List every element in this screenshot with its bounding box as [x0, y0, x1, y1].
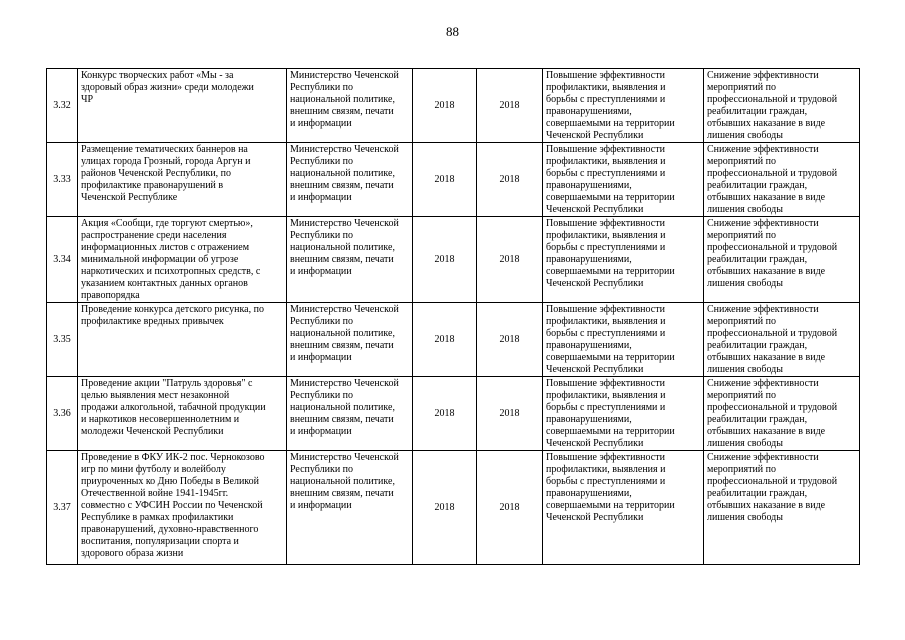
non-implementation-consequence: Снижение эффективности мероприятий по профессиональной и трудовой реабилитации граждан, отбывших наказание в виде лишения свободы — [704, 303, 860, 377]
end-year: 2018 — [477, 303, 543, 377]
expected-result: Повышение эффективности профилактики, выявления и борьбы с преступлениями и правонарушениями, совершаемыми на территории Чеченской Республики — [543, 217, 704, 303]
start-year: 2018 — [413, 143, 477, 217]
event-name: Проведение акции "Патруль здоровья" с целью выявления мест незаконной продажи алкогольной, табачной продукции и наркотиков несовершеннолетним и молодежи Чеченской Республики — [78, 377, 287, 451]
event-name: Акция «Сообщи, где торгуют смертью», распространение среди населения информационных листов с отражением минимальной информации об угрозе наркотических и психотропных средств, с указанием контактных данных органов правопорядка — [78, 217, 287, 303]
executor: Министерство Чеченской Республики по национальной политике, внешним связям, печати и информации — [287, 143, 413, 217]
end-year: 2018 — [477, 69, 543, 143]
start-year: 2018 — [413, 377, 477, 451]
end-year: 2018 — [477, 377, 543, 451]
non-implementation-consequence: Снижение эффективности мероприятий по профессиональной и трудовой реабилитации граждан, отбывших наказание в виде лишения свободы — [704, 451, 860, 565]
event-name: Проведение конкурса детского рисунка, по профилактике вредных привычек — [78, 303, 287, 377]
non-implementation-consequence: Снижение эффективности мероприятий по профессиональной и трудовой реабилитации граждан, отбывших наказание в виде лишения свободы — [704, 69, 860, 143]
executor: Министерство Чеченской Республики по национальной политике, внешним связям, печати и информации — [287, 303, 413, 377]
executor: Министерство Чеченской Республики по национальной политике, внешним связям, печати и информации — [287, 451, 413, 565]
expected-result: Повышение эффективности профилактики, выявления и борьбы с преступлениями и правонарушениями, совершаемыми на территории Чеченской Республики — [543, 303, 704, 377]
start-year: 2018 — [413, 217, 477, 303]
executor: Министерство Чеченской Республики по национальной политике, внешним связям, печати и информации — [287, 69, 413, 143]
non-implementation-consequence: Снижение эффективности мероприятий по профессиональной и трудовой реабилитации граждан, отбывших наказание в виде лишения свободы — [704, 377, 860, 451]
row-number: 3.33 — [47, 143, 78, 217]
non-implementation-consequence: Снижение эффективности мероприятий по профессиональной и трудовой реабилитации граждан, отбывших наказание в виде лишения свободы — [704, 217, 860, 303]
start-year: 2018 — [413, 69, 477, 143]
row-number: 3.35 — [47, 303, 78, 377]
row-number: 3.32 — [47, 69, 78, 143]
executor: Министерство Чеченской Республики по национальной политике, внешним связям, печати и информации — [287, 217, 413, 303]
executor: Министерство Чеченской Республики по национальной политике, внешним связям, печати и информации — [287, 377, 413, 451]
end-year: 2018 — [477, 143, 543, 217]
non-implementation-consequence: Снижение эффективности мероприятий по профессиональной и трудовой реабилитации граждан, отбывших наказание в виде лишения свободы — [704, 143, 860, 217]
start-year: 2018 — [413, 303, 477, 377]
row-number: 3.34 — [47, 217, 78, 303]
event-name: Размещение тематических баннеров на улицах города Грозный, города Аргун и районов Чеченской Республики, по профилактике правонарушений в Чеченской Республике — [78, 143, 287, 217]
row-number: 3.37 — [47, 451, 78, 565]
table-row — [47, 451, 860, 565]
expected-result: Повышение эффективности профилактики, выявления и борьбы с преступлениями и правонарушениями, совершаемыми на территории Чеченской Республики — [543, 143, 704, 217]
expected-result: Повышение эффективности профилактики, выявления и борьбы с преступлениями и правонарушениями, совершаемыми на территории Чеченской Республики — [543, 69, 704, 143]
page-number: 88 — [446, 24, 459, 39]
table-row — [47, 69, 860, 143]
measures-table — [46, 68, 860, 565]
start-year: 2018 — [413, 451, 477, 565]
expected-result: Повышение эффективности профилактики, выявления и борьбы с преступлениями и правонарушениями, совершаемыми на территории Чеченской Республики — [543, 377, 704, 451]
event-name: Конкурс творческих работ «Мы - за здоровый образ жизни» среди молодежи ЧР — [78, 69, 287, 143]
expected-result: Повышение эффективности профилактики, выявления и борьбы с преступлениями и правонарушениями, совершаемыми на территории Чеченской Республики — [543, 451, 704, 565]
end-year: 2018 — [477, 451, 543, 565]
table-row — [47, 217, 860, 303]
end-year: 2018 — [477, 217, 543, 303]
event-name: Проведение в ФКУ ИК-2 пос. Чернокозово игр по мини футболу и волейболу приуроченных ко Дню Победы в Великой Отечественной войне 1941-1945гг. совместно с УФСИН России по Чеченской Республике в рамках профилактики правонарушений, духовно-нравственного воспитания, популяризации спорта и здорового образа жизни — [78, 451, 287, 565]
row-number: 3.36 — [47, 377, 78, 451]
table-row — [47, 303, 860, 377]
table-row — [47, 377, 860, 451]
table-row — [47, 143, 860, 217]
